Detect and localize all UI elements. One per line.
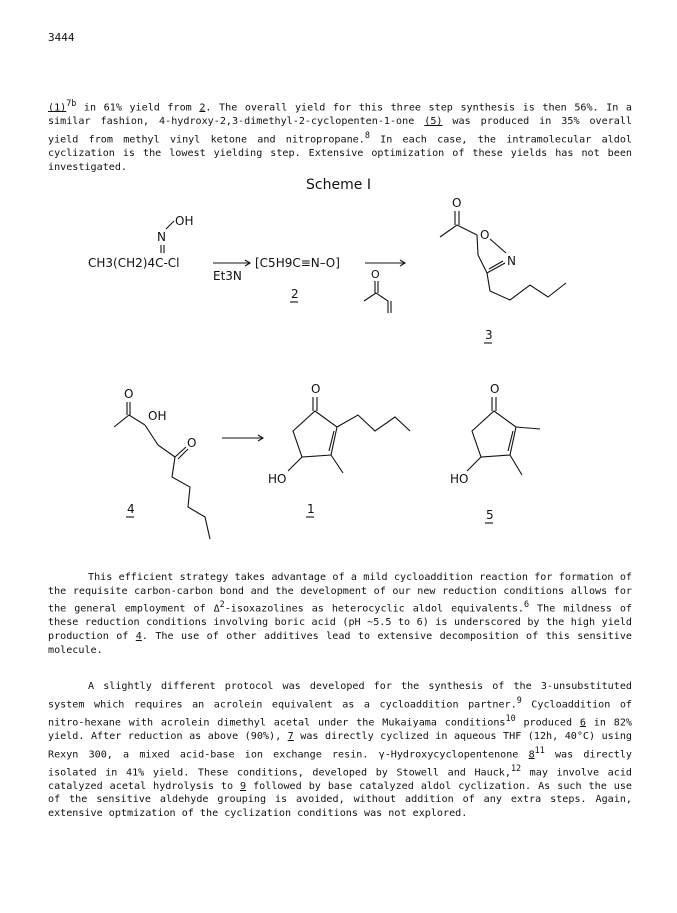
- c4-ketone-o: O: [124, 387, 134, 401]
- text: The mildness of these reduction conditions involving boric acid (pH ~5.5 to 6) is underscored by the high yield production of: [48, 603, 632, 643]
- nitrile-oxide-formula: [C5H9C≡N–O]: [255, 256, 340, 270]
- methyl-vinyl-ketone: [364, 268, 391, 313]
- c5-hydroxyl: HO: [450, 472, 469, 486]
- compound-number-1: 1: [307, 502, 315, 516]
- text: in 61% yield from: [76, 102, 200, 114]
- text: Cycloaddition of nitro-hexane with acrolein dimethyl acetal under the Mukaiyama conditions: [48, 699, 632, 729]
- citation-8: 8: [364, 129, 370, 140]
- reagent-label: Et3N: [213, 269, 242, 283]
- citation-10: 10: [505, 712, 516, 723]
- scheme-diagram: [0, 195, 677, 555]
- paragraph-1: [48, 97, 632, 174]
- c4-hydroxyl: OH: [148, 409, 167, 423]
- isoxazoline-3: [440, 196, 566, 343]
- ref-2: 2: [199, 102, 206, 114]
- iso-ketone-o: O: [452, 196, 462, 210]
- citation-7b: 7b: [66, 98, 77, 108]
- ref-5: (5): [424, 116, 443, 128]
- citation-6: 6: [524, 599, 530, 610]
- text: was directly isolated in 41% yield. These conditions, developed by Stowell and Hauck,: [48, 748, 632, 778]
- compound-number-3: 3: [485, 328, 493, 342]
- paragraph-2: [48, 571, 632, 658]
- compound-number-5: 5: [486, 508, 494, 522]
- mvk-o-label: O: [371, 268, 380, 281]
- scheme-title: Scheme I: [306, 177, 371, 193]
- text: . The overall yield for this three step synthesis is then 56%. In a similar fashion, 4-hydroxy-2,3-dimethyl-2-cyclopenten-1-one: [48, 102, 633, 128]
- text: may involve acid catalyzed acetal hydrolysis to: [48, 766, 632, 792]
- page-number: 3444: [48, 31, 75, 44]
- citation-11: 11: [534, 744, 545, 755]
- ref-9: 9: [240, 780, 247, 792]
- hydroximoyl-chloride: [88, 214, 193, 270]
- c4-side-o: O: [187, 436, 197, 450]
- ref-1: (1): [48, 102, 67, 114]
- text: was produced in 35% overall yield from methyl vinyl ketone and nitropropane.: [48, 116, 633, 146]
- c5-ketone-o: O: [490, 382, 500, 396]
- c1-ketone-o: O: [311, 382, 321, 396]
- text: followed by base catalyzed aldol cyclization. As such the use of the sensitive aldehyde grouping is avoided, without addition of any extra steps. Again, extensive optmization of the cyclization conditions was not explored.: [48, 780, 632, 820]
- ref-8: 8: [528, 748, 535, 760]
- ref-6: 6: [579, 717, 586, 729]
- iso-ring-n: N: [507, 254, 516, 268]
- iso-ring-o: O: [480, 228, 490, 242]
- citation-12: 12: [510, 762, 522, 773]
- compound-number-2: 2: [291, 287, 299, 301]
- compound-1: [268, 382, 410, 517]
- text: . The use of other additives lead to extensive decomposition of this sensitive molecule.: [48, 631, 632, 656]
- text: produced: [515, 717, 580, 729]
- compound-5: [450, 382, 540, 523]
- text: -isoxazolines as heterocyclic aldol equivalents.: [224, 603, 525, 615]
- citation-9: 9: [516, 694, 522, 705]
- paragraph-3: [48, 680, 632, 821]
- c1-hydroxyl: HO: [268, 472, 287, 486]
- compound-number-4: 4: [127, 502, 135, 516]
- text: in 82% yield. After reduction as above (90%),: [48, 717, 632, 742]
- oxime-n-label: N: [157, 230, 166, 244]
- ref-4: 4: [135, 631, 142, 643]
- chain-formula: CH3(CH2)4C-Cl: [88, 256, 180, 270]
- text: In each case, the intramolecular aldol cyclization is the lowest yielding step. Extensive optimization of these yields has not been investigated.: [48, 134, 632, 173]
- oxime-oh-label: OH: [175, 214, 194, 228]
- text: This efficient strategy takes advantage of a mild cycloaddition reaction for formation of the requisite carbon-carbon bond and the development of our new reduction conditions allows for the general employment of Δ: [48, 572, 632, 615]
- compound-4: [114, 387, 210, 539]
- ref-7: 7: [287, 730, 294, 742]
- text: was directly cyclized in aqueous THF (12h, 40°C) using Rexyn 300, a mixed acid-base ion exchange resin. γ-Hydroxycyclopentenone: [48, 730, 632, 760]
- superscript-2: 2: [219, 599, 225, 610]
- text: A slightly different protocol was developed for the synthesis of the 3-unsubstituted system which requires an acrolein equivalent as a cycloaddition partner.: [48, 681, 632, 711]
